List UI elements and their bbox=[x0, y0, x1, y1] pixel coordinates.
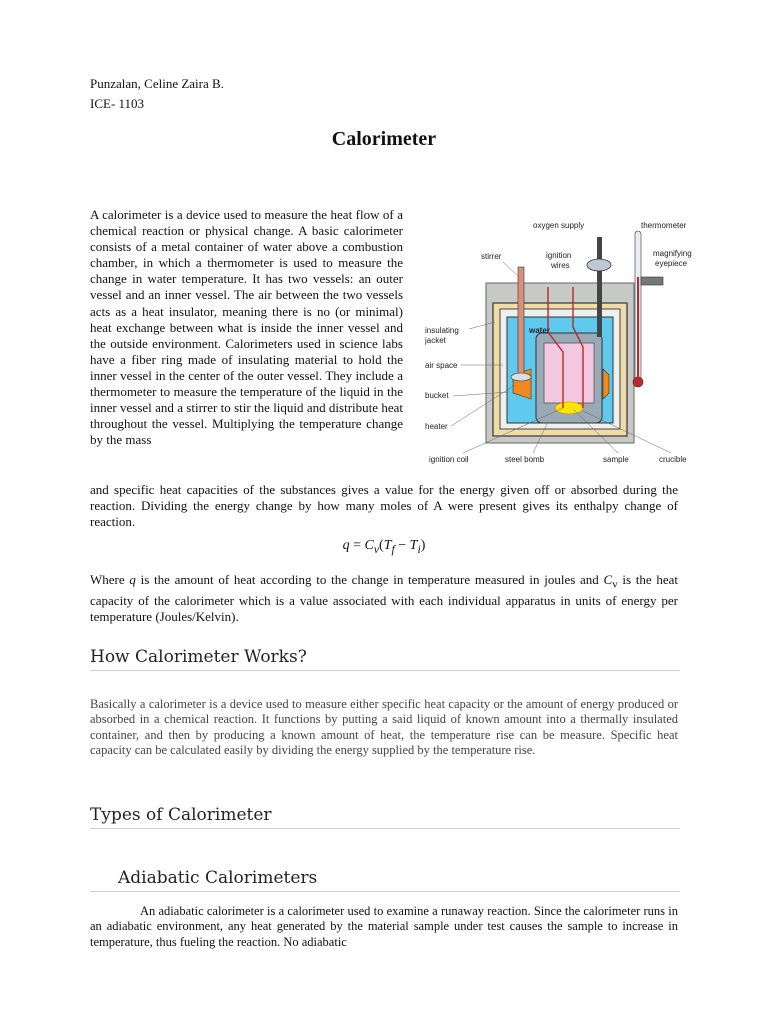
heading-how-it-works: How Calorimeter Works? bbox=[90, 647, 307, 667]
label-wires: wires bbox=[551, 261, 570, 270]
thermometer-bulb bbox=[633, 377, 643, 387]
adiabatic-paragraph: An adiabatic calorimeter is a calorimeter used to examine a runaway reaction. Since the calorimeter runs in an adiabatic environment, any heat generated by the material sample under test causes the sample to increase in temperature, thus fueling the reaction. No adiabatic bbox=[90, 904, 678, 949]
sample-flame bbox=[555, 402, 583, 414]
author-name: Punzalan, Celine Zaira B. bbox=[90, 76, 224, 91]
page-title: Calorimeter bbox=[331, 128, 437, 150]
magnifying-eyepiece bbox=[641, 277, 663, 285]
label-insulating: insulating bbox=[425, 326, 459, 335]
author-block bbox=[90, 74, 224, 114]
label-thermometer: thermometer bbox=[641, 221, 687, 230]
course-code: ICE- 1103 bbox=[90, 96, 145, 111]
divider-types bbox=[90, 828, 680, 829]
label-ignition-coil: ignition coil bbox=[429, 455, 469, 464]
heading-types: Types of Calorimeter bbox=[90, 805, 272, 825]
intro-continued: and specific heat capacities of the substances gives a value for the energy given off or absorbed during the reaction. Dividing the energy change by how many moles of A were present gives its enthalpy change of reaction. bbox=[90, 482, 678, 529]
intro-paragraph: A calorimeter is a device used to measure the heat flow of a chemical reaction or physical change. A basic calorimeter consists of a metal container of water above a combustion chamber, in which a thermometer is used to measure the change in water temperature. It has two vessels: an outer vessel and an inner vessel. The air between the two vessels acts as a heat insulator, meaning there is no (or minimal) heat exchange between what is inside the inner vessel and the outside environment. Calorimeters used in science labs have a fiber ring made of insulating material to hold the inner vessel in the center of the outer vessel. They include a thermometer to measure the temperature of the liquid in the inner vessel and a stirrer to stir the liquid and distribute heat throughout the vessel. Multiplying the temperature change by the mass bbox=[90, 207, 403, 448]
divider-how bbox=[90, 670, 680, 671]
how-it-works-paragraph: Basically a calorimeter is a device used to measure either specific heat capacity or the amount of energy produced or absorbed in a chemical reaction. It functions by putting a said liquid of known amount into a thermally insulated container, and then by producing a known amount of heat, the temperature rise can be measure. Specific heat capacity can be calculated easily by dividing the energy supplied by the temperature rise. bbox=[90, 697, 678, 758]
label-magnifying: magnifying bbox=[653, 249, 692, 258]
label-crucible: crucible bbox=[659, 455, 687, 464]
label-eyepiece: eyepiece bbox=[655, 259, 688, 268]
label-jacket: jacket bbox=[425, 336, 446, 345]
label-heater: heater bbox=[425, 422, 448, 431]
thermometer-mercury bbox=[637, 277, 639, 377]
label-water: water bbox=[529, 326, 550, 335]
label-sample: sample bbox=[603, 455, 629, 464]
formula-explanation: Where q is the amount of heat according to the change in temperature measured in joules and $C_v$ is the heat capacity of the calorimeter which is a value associated with each individual apparatus in units of energy per temperature (Joules/Kelvin). bbox=[90, 572, 678, 624]
stirrer-rod bbox=[518, 267, 524, 377]
label-air-space: air space bbox=[425, 361, 458, 370]
heat-formula: $q = C_v(T_f - T_i)$ bbox=[342, 538, 426, 556]
label-oxygen-supply: oxygen supply bbox=[533, 221, 585, 230]
label-stirrer: stirrer bbox=[481, 252, 502, 261]
label-steel-bomb: steel bomb bbox=[505, 455, 545, 464]
bomb-chamber bbox=[544, 343, 594, 403]
stirrer-blade bbox=[511, 373, 531, 381]
calorimeter-diagram bbox=[423, 217, 705, 469]
heading-adiabatic: Adiabatic Calorimeters bbox=[118, 868, 318, 888]
oxygen-valve bbox=[587, 259, 611, 271]
label-ignition: ignition bbox=[546, 251, 572, 260]
label-bucket: bucket bbox=[425, 391, 449, 400]
oxygen-tube bbox=[597, 237, 602, 337]
divider-adiabatic bbox=[90, 891, 680, 892]
